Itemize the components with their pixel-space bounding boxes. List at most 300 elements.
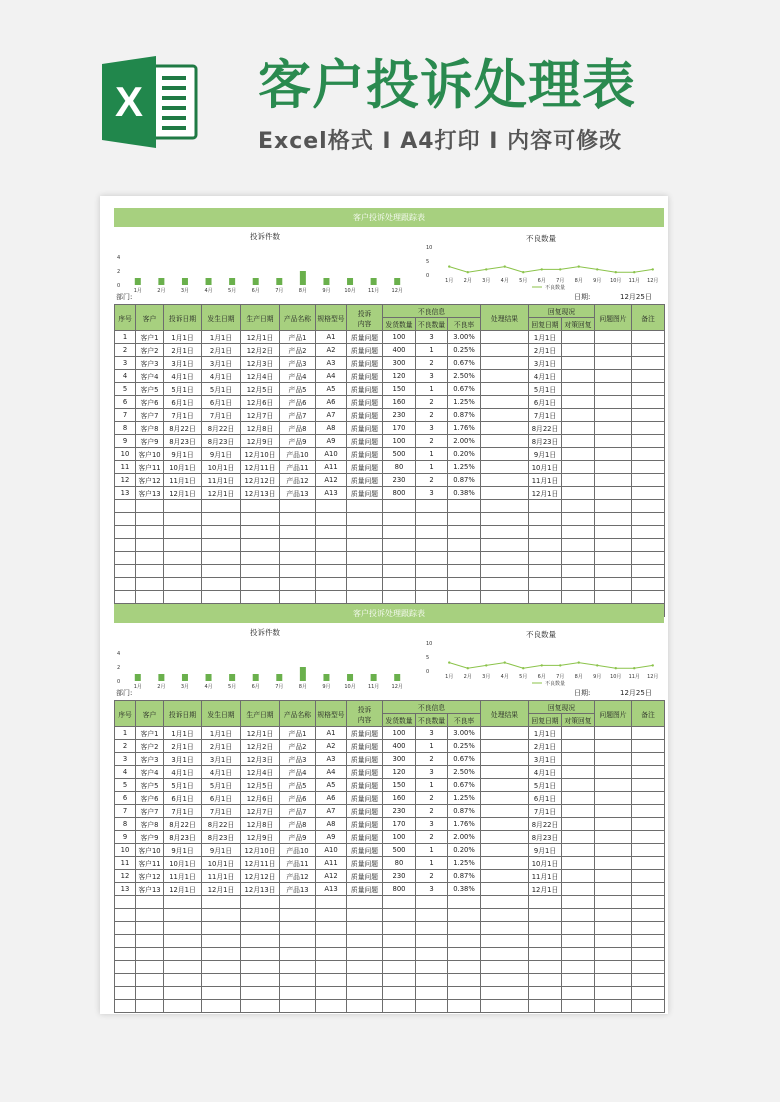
- table-cell[interactable]: [241, 961, 280, 974]
- table-cell[interactable]: [316, 591, 347, 604]
- table-cell[interactable]: [383, 935, 416, 948]
- table-cell[interactable]: 8月23日: [164, 831, 202, 844]
- table-cell[interactable]: 12月4日: [241, 370, 280, 383]
- table-cell[interactable]: 9月1日: [202, 448, 241, 461]
- table-cell[interactable]: 2: [115, 740, 136, 753]
- table-cell[interactable]: [448, 948, 481, 961]
- table-cell[interactable]: 12: [115, 474, 136, 487]
- table-cell[interactable]: 0.20%: [448, 448, 481, 461]
- table-cell[interactable]: 2: [416, 792, 448, 805]
- table-cell[interactable]: 产品12: [280, 474, 316, 487]
- table-cell[interactable]: 6: [115, 396, 136, 409]
- table-cell[interactable]: 产品1: [280, 331, 316, 344]
- table-cell[interactable]: 5月1日: [164, 383, 202, 396]
- table-cell[interactable]: [595, 779, 632, 792]
- table-cell[interactable]: [416, 526, 448, 539]
- table-cell[interactable]: 5: [115, 779, 136, 792]
- table-cell[interactable]: [136, 935, 164, 948]
- table-cell[interactable]: [481, 357, 529, 370]
- table-cell[interactable]: [481, 974, 529, 987]
- table-cell[interactable]: [136, 948, 164, 961]
- table-cell[interactable]: [383, 948, 416, 961]
- table-cell[interactable]: [316, 565, 347, 578]
- table-cell[interactable]: [316, 896, 347, 909]
- table-cell[interactable]: [316, 1000, 347, 1013]
- table-cell[interactable]: 7月1日: [164, 805, 202, 818]
- table-cell[interactable]: [316, 909, 347, 922]
- table-cell[interactable]: 质量问题: [347, 727, 383, 740]
- table-cell[interactable]: [562, 870, 595, 883]
- table-cell[interactable]: 12月1日: [164, 487, 202, 500]
- table-cell[interactable]: [481, 909, 529, 922]
- table-cell[interactable]: [529, 922, 562, 935]
- table-cell[interactable]: 客户4: [136, 766, 164, 779]
- table-cell[interactable]: 客户11: [136, 857, 164, 870]
- table-cell[interactable]: 客户3: [136, 357, 164, 370]
- table-cell[interactable]: [448, 591, 481, 604]
- table-cell[interactable]: 10月1日: [164, 857, 202, 870]
- table-cell[interactable]: 2月1日: [529, 344, 562, 357]
- table-cell[interactable]: [529, 948, 562, 961]
- table-cell[interactable]: 5: [115, 383, 136, 396]
- table-cell[interactable]: 8月23日: [529, 435, 562, 448]
- table-cell[interactable]: 7月1日: [164, 409, 202, 422]
- table-cell[interactable]: 0.20%: [448, 844, 481, 857]
- table-cell[interactable]: 2: [416, 357, 448, 370]
- table-cell[interactable]: [164, 552, 202, 565]
- table-cell[interactable]: [115, 896, 136, 909]
- table-cell[interactable]: [595, 331, 632, 344]
- table-cell[interactable]: [632, 344, 665, 357]
- table-cell[interactable]: 1.25%: [448, 396, 481, 409]
- table-cell[interactable]: [115, 987, 136, 1000]
- table-cell[interactable]: 质量问题: [347, 409, 383, 422]
- table-cell[interactable]: [562, 766, 595, 779]
- table-cell[interactable]: [481, 461, 529, 474]
- table-cell[interactable]: [383, 552, 416, 565]
- table-cell[interactable]: [562, 422, 595, 435]
- table-cell[interactable]: [164, 526, 202, 539]
- table-cell[interactable]: [115, 591, 136, 604]
- table-cell[interactable]: [347, 565, 383, 578]
- table-cell[interactable]: [562, 370, 595, 383]
- table-cell[interactable]: [632, 896, 665, 909]
- table-cell[interactable]: [280, 578, 316, 591]
- table-cell[interactable]: [280, 987, 316, 1000]
- table-cell[interactable]: [448, 987, 481, 1000]
- table-cell[interactable]: [595, 344, 632, 357]
- table-cell[interactable]: 12月10日: [241, 448, 280, 461]
- table-cell[interactable]: [595, 565, 632, 578]
- table-cell[interactable]: [529, 974, 562, 987]
- table-cell[interactable]: 10: [115, 448, 136, 461]
- table-cell[interactable]: 2: [416, 753, 448, 766]
- table-cell[interactable]: 9月1日: [164, 844, 202, 857]
- table-cell[interactable]: 产品5: [280, 779, 316, 792]
- table-cell[interactable]: [481, 779, 529, 792]
- table-cell[interactable]: [280, 1000, 316, 1013]
- table-cell[interactable]: [136, 578, 164, 591]
- table-cell[interactable]: 230: [383, 805, 416, 818]
- table-cell[interactable]: 1月1日: [202, 727, 241, 740]
- table-cell[interactable]: [416, 948, 448, 961]
- table-cell[interactable]: [481, 727, 529, 740]
- table-cell[interactable]: 3: [416, 766, 448, 779]
- table-cell[interactable]: 12月1日: [202, 883, 241, 896]
- table-cell[interactable]: [241, 500, 280, 513]
- table-cell[interactable]: [280, 591, 316, 604]
- table-cell[interactable]: 6月1日: [529, 792, 562, 805]
- table-cell[interactable]: [481, 870, 529, 883]
- table-cell[interactable]: A4: [316, 766, 347, 779]
- table-cell[interactable]: 12月1日: [202, 487, 241, 500]
- table-cell[interactable]: [280, 539, 316, 552]
- table-cell[interactable]: 产品10: [280, 844, 316, 857]
- table-cell[interactable]: [595, 357, 632, 370]
- table-cell[interactable]: [383, 922, 416, 935]
- table-cell[interactable]: [595, 831, 632, 844]
- table-cell[interactable]: [632, 396, 665, 409]
- table-cell[interactable]: A12: [316, 474, 347, 487]
- table-cell[interactable]: [632, 792, 665, 805]
- table-cell[interactable]: A13: [316, 487, 347, 500]
- table-cell[interactable]: 3: [416, 727, 448, 740]
- table-cell[interactable]: 产品1: [280, 727, 316, 740]
- table-cell[interactable]: 80: [383, 461, 416, 474]
- table-cell[interactable]: [595, 753, 632, 766]
- table-cell[interactable]: 0.38%: [448, 487, 481, 500]
- table-cell[interactable]: [316, 987, 347, 1000]
- table-cell[interactable]: [481, 766, 529, 779]
- table-cell[interactable]: 产品3: [280, 753, 316, 766]
- table-cell[interactable]: [595, 727, 632, 740]
- table-cell[interactable]: 160: [383, 396, 416, 409]
- table-cell[interactable]: 客户8: [136, 818, 164, 831]
- table-cell[interactable]: [632, 487, 665, 500]
- table-cell[interactable]: 230: [383, 474, 416, 487]
- table-cell[interactable]: [347, 539, 383, 552]
- table-cell[interactable]: 8月22日: [202, 818, 241, 831]
- table-cell[interactable]: [481, 370, 529, 383]
- table-cell[interactable]: 7月1日: [529, 409, 562, 422]
- table-cell[interactable]: [632, 357, 665, 370]
- table-cell[interactable]: 质量问题: [347, 792, 383, 805]
- table-cell[interactable]: 12月1日: [529, 883, 562, 896]
- table-cell[interactable]: 300: [383, 753, 416, 766]
- table-cell[interactable]: [595, 396, 632, 409]
- table-cell[interactable]: [347, 922, 383, 935]
- table-cell[interactable]: 12月3日: [241, 357, 280, 370]
- table-cell[interactable]: 客户2: [136, 344, 164, 357]
- table-cell[interactable]: A3: [316, 753, 347, 766]
- table-cell[interactable]: [481, 591, 529, 604]
- table-cell[interactable]: [595, 552, 632, 565]
- table-cell[interactable]: 产品2: [280, 344, 316, 357]
- table-cell[interactable]: 客户13: [136, 487, 164, 500]
- table-cell[interactable]: 产品5: [280, 383, 316, 396]
- table-cell[interactable]: [164, 961, 202, 974]
- table-cell[interactable]: A5: [316, 383, 347, 396]
- table-cell[interactable]: [383, 974, 416, 987]
- table-cell[interactable]: [115, 565, 136, 578]
- table-cell[interactable]: 230: [383, 409, 416, 422]
- table-cell[interactable]: 客户2: [136, 740, 164, 753]
- table-cell[interactable]: 1.25%: [448, 461, 481, 474]
- table-cell[interactable]: [529, 578, 562, 591]
- table-cell[interactable]: 质量问题: [347, 435, 383, 448]
- table-cell[interactable]: 1: [416, 779, 448, 792]
- table-cell[interactable]: [164, 948, 202, 961]
- table-cell[interactable]: [416, 896, 448, 909]
- table-cell[interactable]: [136, 1000, 164, 1013]
- table-cell[interactable]: [595, 370, 632, 383]
- table-cell[interactable]: [164, 974, 202, 987]
- table-cell[interactable]: [448, 513, 481, 526]
- table-cell[interactable]: 9月1日: [164, 448, 202, 461]
- table-cell[interactable]: [562, 357, 595, 370]
- table-cell[interactable]: [562, 344, 595, 357]
- table-cell[interactable]: [202, 896, 241, 909]
- table-cell[interactable]: [632, 552, 665, 565]
- table-cell[interactable]: 12月1日: [164, 883, 202, 896]
- table-cell[interactable]: [115, 961, 136, 974]
- table-cell[interactable]: [241, 922, 280, 935]
- table-cell[interactable]: [562, 805, 595, 818]
- table-cell[interactable]: 1: [115, 331, 136, 344]
- table-cell[interactable]: 12月8日: [241, 422, 280, 435]
- table-cell[interactable]: [562, 740, 595, 753]
- table-cell[interactable]: [280, 948, 316, 961]
- table-cell[interactable]: 10月1日: [202, 461, 241, 474]
- table-cell[interactable]: [164, 565, 202, 578]
- table-cell[interactable]: 9: [115, 831, 136, 844]
- table-cell[interactable]: [316, 539, 347, 552]
- table-cell[interactable]: [562, 727, 595, 740]
- table-cell[interactable]: [595, 422, 632, 435]
- table-cell[interactable]: [164, 500, 202, 513]
- table-cell[interactable]: [562, 383, 595, 396]
- table-cell[interactable]: [416, 1000, 448, 1013]
- table-cell[interactable]: [632, 818, 665, 831]
- table-cell[interactable]: [595, 500, 632, 513]
- table-cell[interactable]: [383, 909, 416, 922]
- table-cell[interactable]: 3: [416, 818, 448, 831]
- table-cell[interactable]: A8: [316, 422, 347, 435]
- table-cell[interactable]: [562, 844, 595, 857]
- table-cell[interactable]: [448, 552, 481, 565]
- table-cell[interactable]: [632, 857, 665, 870]
- table-cell[interactable]: 3: [416, 370, 448, 383]
- table-cell[interactable]: [562, 487, 595, 500]
- table-cell[interactable]: 12月4日: [241, 766, 280, 779]
- table-cell[interactable]: [202, 591, 241, 604]
- table-cell[interactable]: 2月1日: [529, 740, 562, 753]
- table-cell[interactable]: [562, 539, 595, 552]
- table-cell[interactable]: 0.87%: [448, 870, 481, 883]
- table-cell[interactable]: [347, 500, 383, 513]
- table-cell[interactable]: [164, 922, 202, 935]
- table-cell[interactable]: [562, 831, 595, 844]
- table-cell[interactable]: 质量问题: [347, 487, 383, 500]
- table-cell[interactable]: 12: [115, 870, 136, 883]
- table-cell[interactable]: [481, 383, 529, 396]
- table-cell[interactable]: [241, 539, 280, 552]
- table-cell[interactable]: 8月23日: [202, 831, 241, 844]
- table-cell[interactable]: 4月1日: [164, 766, 202, 779]
- table-cell[interactable]: [202, 1000, 241, 1013]
- table-cell[interactable]: [115, 539, 136, 552]
- table-cell[interactable]: [383, 565, 416, 578]
- table-cell[interactable]: [481, 831, 529, 844]
- table-cell[interactable]: [316, 526, 347, 539]
- table-cell[interactable]: [632, 987, 665, 1000]
- table-cell[interactable]: [416, 935, 448, 948]
- table-cell[interactable]: 8月22日: [164, 818, 202, 831]
- table-cell[interactable]: [280, 961, 316, 974]
- table-cell[interactable]: [347, 987, 383, 1000]
- table-cell[interactable]: [562, 591, 595, 604]
- table-cell[interactable]: [383, 526, 416, 539]
- table-cell[interactable]: [383, 500, 416, 513]
- table-cell[interactable]: [529, 909, 562, 922]
- table-cell[interactable]: 质量问题: [347, 883, 383, 896]
- table-cell[interactable]: [202, 961, 241, 974]
- table-cell[interactable]: [595, 526, 632, 539]
- table-cell[interactable]: 12月1日: [529, 487, 562, 500]
- table-cell[interactable]: 客户10: [136, 448, 164, 461]
- table-cell[interactable]: 5月1日: [529, 383, 562, 396]
- table-cell[interactable]: [481, 844, 529, 857]
- table-cell[interactable]: [280, 909, 316, 922]
- table-cell[interactable]: [595, 844, 632, 857]
- table-cell[interactable]: 1月1日: [202, 331, 241, 344]
- table-cell[interactable]: [562, 896, 595, 909]
- table-cell[interactable]: 12月6日: [241, 792, 280, 805]
- table-cell[interactable]: 4月1日: [164, 370, 202, 383]
- table-cell[interactable]: [595, 539, 632, 552]
- table-cell[interactable]: 170: [383, 818, 416, 831]
- table-cell[interactable]: [347, 513, 383, 526]
- table-cell[interactable]: [416, 578, 448, 591]
- table-cell[interactable]: [115, 1000, 136, 1013]
- table-cell[interactable]: [529, 1000, 562, 1013]
- table-cell[interactable]: 0.87%: [448, 409, 481, 422]
- table-cell[interactable]: 2: [416, 805, 448, 818]
- table-cell[interactable]: [595, 513, 632, 526]
- table-cell[interactable]: 客户9: [136, 435, 164, 448]
- table-cell[interactable]: 质量问题: [347, 831, 383, 844]
- table-cell[interactable]: [347, 974, 383, 987]
- table-cell[interactable]: [529, 539, 562, 552]
- table-cell[interactable]: [164, 987, 202, 1000]
- table-cell[interactable]: 8月22日: [202, 422, 241, 435]
- table-cell[interactable]: [562, 331, 595, 344]
- table-cell[interactable]: 12月7日: [241, 409, 280, 422]
- table-cell[interactable]: [595, 740, 632, 753]
- table-cell[interactable]: [481, 740, 529, 753]
- table-cell[interactable]: 1月1日: [164, 331, 202, 344]
- table-cell[interactable]: A3: [316, 357, 347, 370]
- table-cell[interactable]: [632, 539, 665, 552]
- table-cell[interactable]: 3月1日: [529, 357, 562, 370]
- table-cell[interactable]: 4: [115, 370, 136, 383]
- table-cell[interactable]: [562, 396, 595, 409]
- table-cell[interactable]: [529, 500, 562, 513]
- table-cell[interactable]: [316, 922, 347, 935]
- table-cell[interactable]: 6月1日: [164, 396, 202, 409]
- table-cell[interactable]: [632, 1000, 665, 1013]
- table-cell[interactable]: 质量问题: [347, 740, 383, 753]
- table-cell[interactable]: [383, 961, 416, 974]
- table-cell[interactable]: 客户1: [136, 727, 164, 740]
- table-cell[interactable]: [595, 474, 632, 487]
- table-cell[interactable]: [136, 513, 164, 526]
- table-cell[interactable]: 产品11: [280, 461, 316, 474]
- table-cell[interactable]: [632, 409, 665, 422]
- table-cell[interactable]: 3: [115, 357, 136, 370]
- table-cell[interactable]: [280, 552, 316, 565]
- table-cell[interactable]: [115, 500, 136, 513]
- table-cell[interactable]: [595, 987, 632, 1000]
- table-cell[interactable]: [562, 883, 595, 896]
- table-cell[interactable]: 9月1日: [202, 844, 241, 857]
- table-cell[interactable]: [316, 948, 347, 961]
- table-cell[interactable]: 150: [383, 779, 416, 792]
- table-cell[interactable]: [481, 344, 529, 357]
- table-cell[interactable]: 3: [416, 883, 448, 896]
- table-cell[interactable]: 2: [416, 435, 448, 448]
- table-cell[interactable]: [136, 987, 164, 1000]
- table-cell[interactable]: [595, 948, 632, 961]
- table-cell[interactable]: [529, 513, 562, 526]
- table-cell[interactable]: [241, 909, 280, 922]
- table-cell[interactable]: [115, 909, 136, 922]
- table-cell[interactable]: [481, 818, 529, 831]
- table-cell[interactable]: 10月1日: [202, 857, 241, 870]
- table-cell[interactable]: 3月1日: [202, 753, 241, 766]
- table-cell[interactable]: A7: [316, 409, 347, 422]
- table-cell[interactable]: 1: [416, 383, 448, 396]
- table-cell[interactable]: [481, 396, 529, 409]
- table-cell[interactable]: 800: [383, 487, 416, 500]
- table-cell[interactable]: [280, 565, 316, 578]
- table-cell[interactable]: [481, 565, 529, 578]
- table-cell[interactable]: A10: [316, 448, 347, 461]
- table-cell[interactable]: [481, 987, 529, 1000]
- table-cell[interactable]: 产品7: [280, 805, 316, 818]
- table-cell[interactable]: 质量问题: [347, 870, 383, 883]
- table-cell[interactable]: 11: [115, 461, 136, 474]
- table-cell[interactable]: [632, 831, 665, 844]
- table-cell[interactable]: [448, 578, 481, 591]
- table-cell[interactable]: 0.67%: [448, 383, 481, 396]
- table-cell[interactable]: [529, 526, 562, 539]
- table-cell[interactable]: 0.87%: [448, 474, 481, 487]
- table-cell[interactable]: [481, 448, 529, 461]
- table-cell[interactable]: 12月9日: [241, 435, 280, 448]
- table-cell[interactable]: [241, 935, 280, 948]
- table-cell[interactable]: 8: [115, 422, 136, 435]
- table-cell[interactable]: [595, 974, 632, 987]
- table-cell[interactable]: [202, 578, 241, 591]
- table-cell[interactable]: [481, 331, 529, 344]
- table-cell[interactable]: 产品9: [280, 435, 316, 448]
- table-cell[interactable]: 6月1日: [202, 396, 241, 409]
- table-cell[interactable]: 质量问题: [347, 370, 383, 383]
- table-cell[interactable]: 4月1日: [529, 766, 562, 779]
- table-cell[interactable]: [416, 974, 448, 987]
- table-cell[interactable]: 9月1日: [529, 448, 562, 461]
